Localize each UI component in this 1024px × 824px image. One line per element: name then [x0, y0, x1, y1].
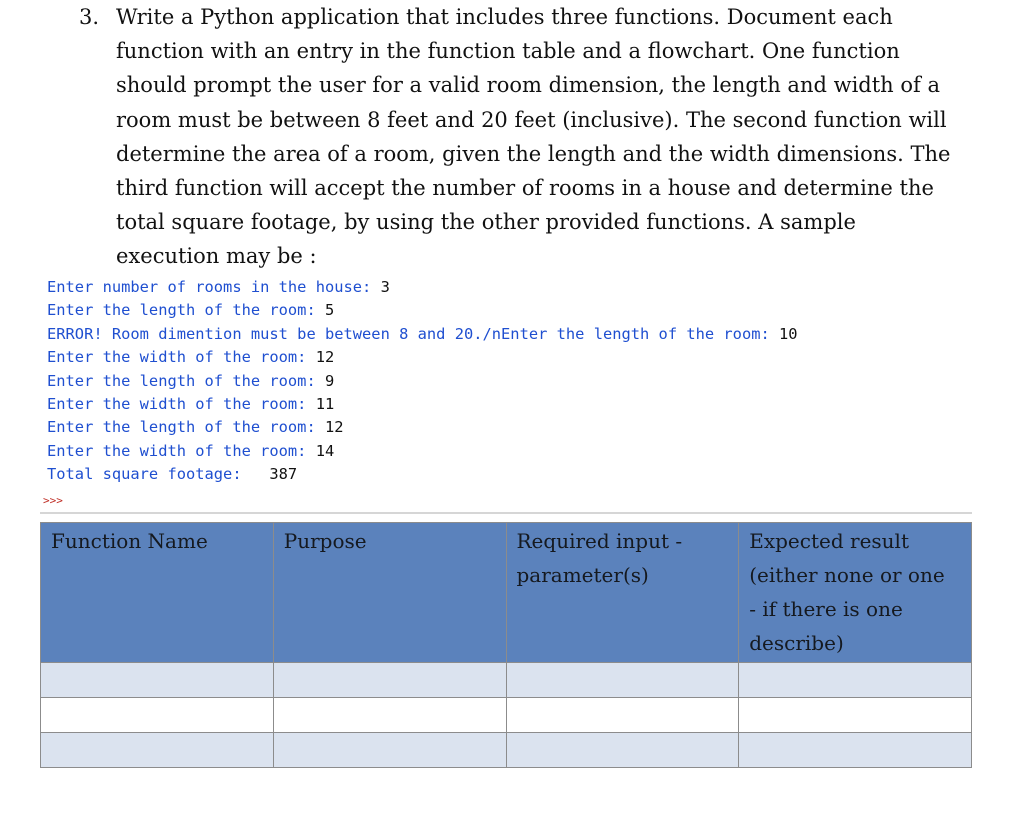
shell-line — [47, 276, 1007, 299]
shell-input: 14 — [315, 441, 335, 460]
table-cell[interactable] — [506, 663, 739, 698]
table-cell[interactable] — [739, 733, 972, 768]
shell-prompt: Enter the width of the room: — [47, 394, 316, 413]
table-cell[interactable] — [273, 663, 506, 698]
header-required-input: Required input - parameter(s) — [506, 523, 739, 663]
repl-prompt: >>> — [43, 494, 63, 507]
table-cell[interactable] — [739, 698, 972, 733]
table-row — [41, 663, 972, 698]
shell-input: 12 — [315, 348, 335, 367]
shell-prompt: Enter number of rooms in the house: — [47, 278, 381, 296]
table-cell[interactable] — [41, 698, 274, 733]
shell-prompt: Enter the length of the room: — [47, 418, 325, 437]
shell-input: 10 — [779, 324, 798, 343]
shell-input: 11 — [315, 394, 335, 413]
table-row — [41, 698, 972, 733]
table-cell[interactable] — [739, 663, 972, 698]
shell-line — [47, 393, 1007, 416]
divider — [40, 512, 972, 514]
table-cell[interactable] — [506, 698, 739, 733]
header-expected-result: Expected result (either none or one - if there is one describe) — [739, 523, 972, 663]
problem-statement — [79, 0, 979, 274]
shell-input: 387 — [269, 465, 298, 484]
table-cell[interactable] — [273, 698, 506, 733]
shell-input: 9 — [324, 371, 335, 390]
table-cell[interactable] — [41, 663, 274, 698]
shell-prompt: Total square footage: — [47, 465, 270, 484]
problem-number: 3. — [79, 5, 100, 29]
shell-line — [47, 346, 1007, 369]
header-function-name: Function Name — [41, 523, 274, 663]
table-cell[interactable] — [41, 733, 274, 768]
shell-output — [47, 276, 1007, 487]
shell-input: 12 — [324, 418, 344, 437]
shell-prompt: Enter the width of the room: — [47, 441, 316, 460]
shell-line — [47, 323, 1007, 346]
shell-prompt: Enter the width of the room: — [47, 348, 316, 367]
shell-line — [47, 370, 1007, 393]
function-table — [40, 522, 972, 768]
shell-line — [47, 299, 1007, 322]
table-cell[interactable] — [273, 733, 506, 768]
shell-input: 3 — [380, 278, 390, 296]
shell-input: 5 — [324, 301, 335, 320]
shell-prompt: Enter the length of the room: — [47, 301, 325, 320]
table-header-row — [41, 523, 972, 663]
shell-prompt: Enter the length of the room: — [47, 371, 325, 390]
shell-line — [47, 463, 1007, 486]
table-row — [41, 733, 972, 768]
shell-prompt: ERROR! Room dimention must be between 8 and 20./nEnter the length of the room: — [47, 324, 780, 343]
table-cell[interactable] — [506, 733, 739, 768]
shell-line — [47, 416, 1007, 439]
problem-text: Write a Python application that includes three functions. Document each function with an entry in the function table and a flowchart. One function should prompt the user for a valid room dimension, the length and width of a room must be between 8 feet and 20 feet (inclusive). The second function will determine the area of a room, given the length and the width dimensions. The third function will accept the number of rooms in a house and determine the total square footage, by using the other provided functions. A sample execution may be : — [116, 5, 951, 269]
shell-line — [47, 440, 1007, 463]
header-purpose: Purpose — [273, 523, 506, 663]
